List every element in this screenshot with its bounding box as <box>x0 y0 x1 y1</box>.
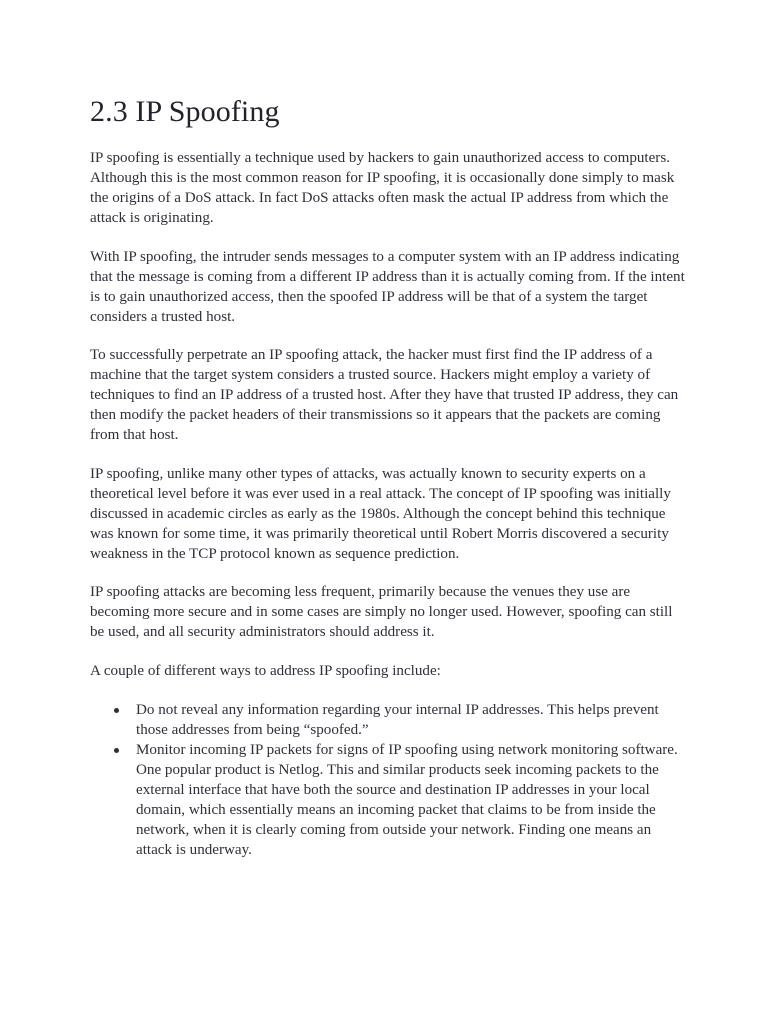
paragraph-1: IP spoofing is essentially a technique used by hackers to gain unauthorized access to computers. Although this is the most common reason for IP spoofing, it is occasionally done simply to mask the origins of a DoS attack. In fact DoS attacks often mask the actual IP address from which the attack is originating. <box>90 150 675 226</box>
list-item-text: Do not reveal any information regarding your internal IP addresses. This helps prevent those addresses from being “spoofed.” <box>136 701 659 738</box>
bullet-icon <box>114 748 119 753</box>
list-item <box>90 740 685 860</box>
paragraph-4: IP spoofing, unlike many other types of attacks, was actually known to security experts on a theoretical level before it was ever used in a real attack. The concept of IP spoofing was initially discussed in academic circles as early as the 1980s. Although the concept behind this technique was known for some time, it was primarily theoretical until Robert Morris discovered a security weakness in the TCP protocol known as sequence prediction. <box>90 465 671 562</box>
section-heading: 2.3 IP Spoofing <box>90 95 280 128</box>
paragraph-5: IP spoofing attacks are becoming less frequent, primarily because the venues they use are becoming more secure and in some cases are simply no longer used. However, spoofing can still be used, and all security administrators should address it. <box>90 584 673 641</box>
paragraph-6: A couple of different ways to address IP spoofing include: <box>90 662 441 679</box>
paragraph-2: With IP spoofing, the intruder sends messages to a computer system with an IP address indicating that the message is coming from a different IP address than it is actually coming from. If the intent is to gain unauthorized access, then the spoofed IP address will be that of a system the target considers a trusted host. <box>90 248 685 325</box>
paragraph-3: To successfully perpetrate an IP spoofing attack, the hacker must first find the IP address of a machine that the target system considers a trusted source. Hackers might employ a variety of techniques to find an IP address of a trusted host. After they have that trusted IP address, they can then modify the packet headers of their transmissions so it appears that the packets are coming from that host. <box>90 347 679 444</box>
bullet-icon <box>114 708 119 713</box>
document-page <box>90 92 685 860</box>
list-item-text: Monitor incoming IP packets for signs of IP spoofing using network monitoring software. One popular product is Netlog. This and similar products seek incoming packets to the external interface that have both the source and destination IP addresses in your local domain, which essentially means an incoming packet that claims to be from inside the network, when it is clearly coming from outside your network. Finding one means an attack is underway. <box>136 741 678 858</box>
list-item <box>90 700 685 740</box>
document-body <box>90 148 685 860</box>
bullet-list <box>90 700 685 860</box>
